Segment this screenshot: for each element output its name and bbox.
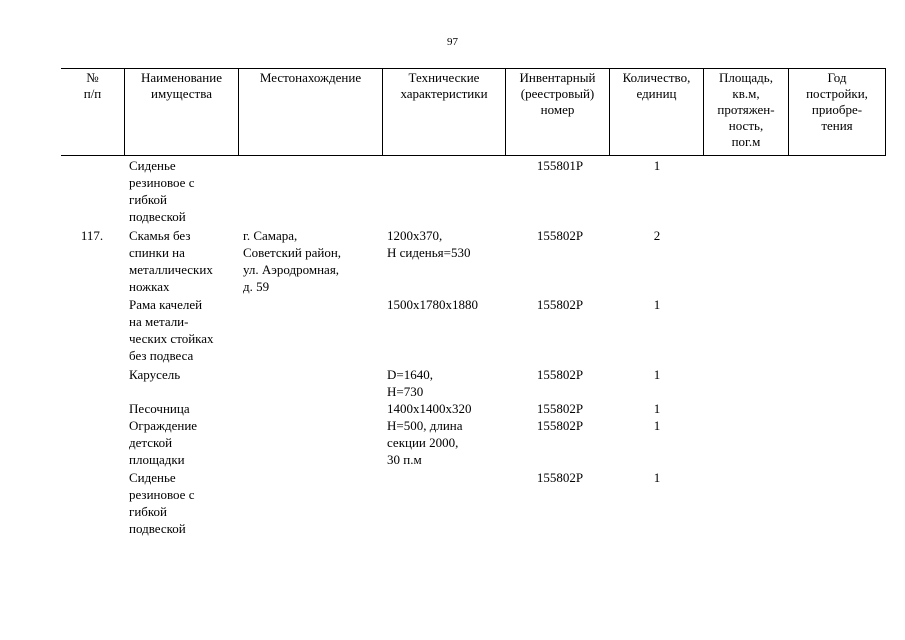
row-tech: Н=500, длина секции 2000, 30 п.м [387, 418, 463, 467]
row-quantity: 2 [653, 228, 661, 243]
row-tech: 1500х1780х1880 [387, 297, 478, 312]
row-inventory: 155802Р [536, 297, 584, 312]
header-cell-number: № п/п [83, 70, 102, 101]
row-inventory: 155801Р [536, 158, 584, 173]
header-cell-quantity: Количество, единиц [609, 69, 703, 156]
row-tech: D=1640, Н=730 [387, 367, 433, 399]
row-inventory: 155802Р [536, 401, 584, 416]
row-quantity: 1 [653, 367, 661, 382]
row-inventory: 155802Р [536, 418, 584, 433]
header-cell-area: Площадь, кв.м, протяжен- ность, пог.м [703, 69, 788, 156]
table-header [61, 68, 886, 156]
row-quantity: 1 [653, 418, 661, 433]
entry-number: 117. [80, 228, 104, 243]
row-name: Карусель [129, 367, 181, 382]
header-cell-location: Местонахождение [238, 69, 382, 156]
header-cell-tech: Технические характеристики [382, 69, 505, 156]
row-tech: 1200х370, Н сиденья=530 [387, 228, 471, 260]
header-cell-year: Год постройки, приобре- тения [788, 69, 886, 156]
row-tech: 1400х1400х320 [387, 401, 472, 416]
header-cell-inventory: Инвентарный (реестровый) номер [505, 69, 609, 156]
row-inventory: 155802Р [536, 367, 584, 382]
row-quantity: 1 [653, 401, 661, 416]
row-name: Ограждение детской площадки [129, 418, 198, 467]
row-name: Скамья без спинки на металлических ножках [129, 228, 213, 294]
row-name: Сиденье резиновое с гибкой подвеской [129, 158, 195, 224]
row-quantity: 1 [653, 470, 661, 485]
row-quantity: 1 [653, 158, 661, 173]
row-name: Сиденье резиновое с гибкой подвеской [129, 470, 195, 536]
entry-location: г. Самара, Советский район, ул. Аэродромная, д. 59 [243, 228, 342, 294]
row-quantity: 1 [653, 297, 661, 312]
page-number: 97 [447, 36, 458, 48]
row-name: Песочница [129, 401, 190, 416]
row-inventory: 155802Р [536, 470, 584, 485]
header-cell-name: Наименование имущества [124, 69, 238, 156]
row-inventory: 155802Р [536, 228, 584, 243]
row-name: Рама качелей на метали- ческих стойках без подвеса [129, 297, 214, 363]
